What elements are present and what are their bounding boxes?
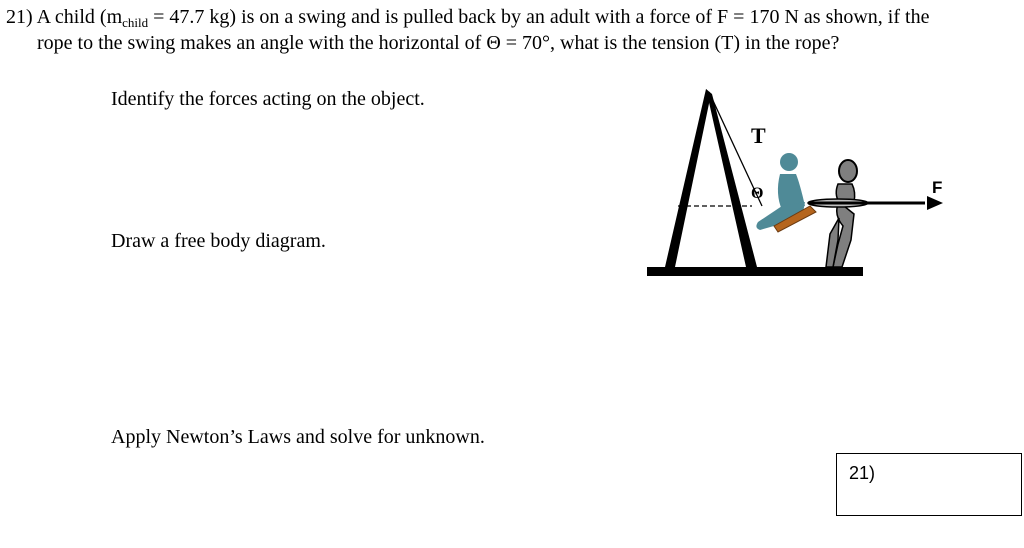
adult-figure bbox=[808, 160, 868, 267]
prompt-free-body-diagram: Draw a free body diagram. bbox=[111, 230, 326, 252]
mass-subscript: child bbox=[122, 15, 149, 30]
prompt-newtons-laws: Apply Newton’s Laws and solve for unknown. bbox=[111, 426, 485, 448]
force-label: F bbox=[932, 178, 943, 197]
answer-box-label: 21) bbox=[849, 463, 876, 483]
answer-box[interactable] bbox=[836, 453, 1022, 516]
question-text bbox=[6, 4, 1011, 56]
angle-label: Θ bbox=[751, 185, 764, 202]
swing-base bbox=[647, 267, 863, 276]
prompt-identify-forces: Identify the forces acting on the object. bbox=[111, 88, 425, 110]
frame-left-leg bbox=[665, 89, 711, 267]
question-line2: rope to the swing makes an angle with the horizontal of Θ = 70°, what is the tension (T) in the rope? bbox=[37, 32, 840, 54]
question-line1-rest: = 47.7 kg) is on a swing and is pulled back by an adult with a force of F = 170 N as shown, if the bbox=[148, 6, 930, 28]
question-intro: A child (m bbox=[36, 6, 123, 28]
question-number: 21) bbox=[6, 6, 33, 28]
force-arrow-head bbox=[927, 196, 943, 210]
tension-label: T bbox=[751, 123, 766, 148]
swing-diagram bbox=[640, 84, 950, 284]
